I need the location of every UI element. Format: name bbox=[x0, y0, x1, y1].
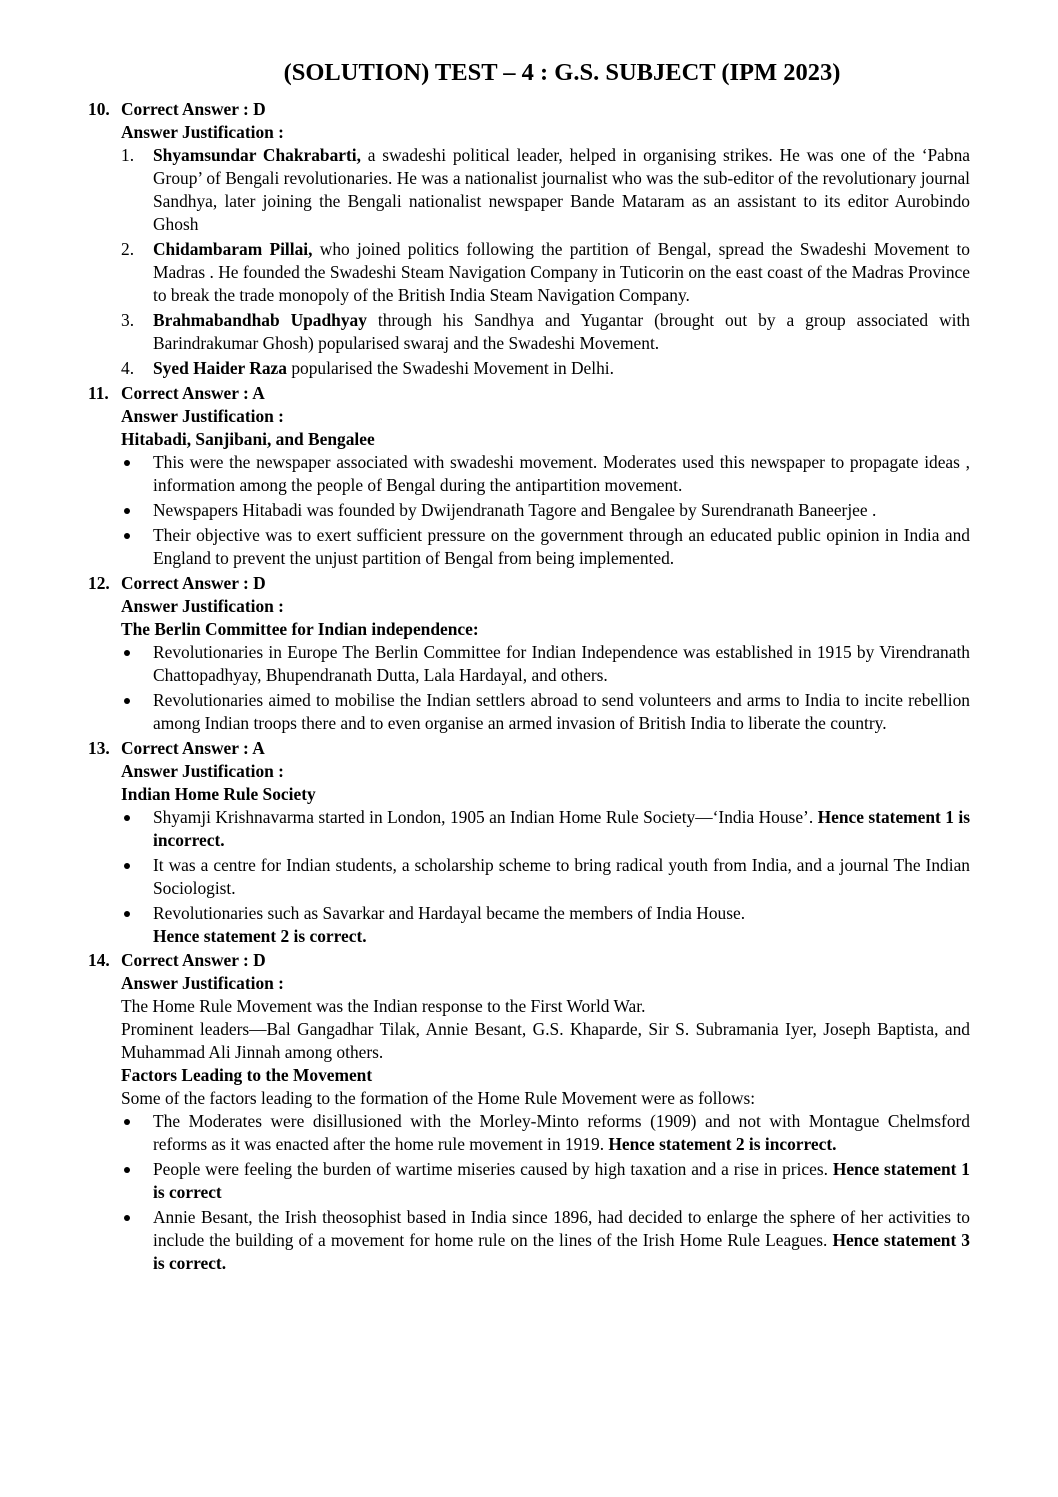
section-heading: The Berlin Committee for Indian independence: bbox=[121, 619, 479, 639]
answer-line bbox=[88, 572, 970, 595]
question-number: 10. bbox=[88, 99, 110, 119]
bullet-icon bbox=[121, 689, 153, 735]
answer-line bbox=[88, 949, 970, 972]
correct-answer: Correct Answer : D bbox=[121, 99, 266, 119]
bullet-icon bbox=[121, 1158, 153, 1204]
question-14 bbox=[88, 949, 970, 1275]
section-heading: Hitabadi, Sanjibani, and Bengalee bbox=[121, 429, 375, 449]
bullet-icon bbox=[121, 499, 153, 522]
correct-answer: Correct Answer : A bbox=[121, 738, 265, 758]
section-heading: Indian Home Rule Society bbox=[121, 784, 316, 804]
bullet-icon bbox=[121, 1110, 153, 1156]
bullet-icon bbox=[121, 1206, 153, 1275]
section-heading: Factors Leading to the Movement bbox=[121, 1065, 373, 1085]
bullet-list bbox=[121, 451, 970, 570]
list-item: Their objective was to exert sufficient pressure on the government through an educated public opinion in India and England to prevent the unjust partition of Bengal from being implemented. bbox=[121, 524, 970, 570]
numbered-list bbox=[121, 144, 970, 380]
paragraph: Prominent leaders—Bal Gangadhar Tilak, Annie Besant, G.S. Khaparde, Sir S. Subramania Iyer, Joseph Baptista, and Muhammad Ali Jinnah among others. bbox=[121, 1019, 970, 1062]
list-item: Annie Besant, the Irish theosophist based in India since 1896, had decided to enlarge the sphere of her activities to include the building of a movement for home rule on the lines of the Irish Home Rule Leagues. Hence statement 3 is correct. bbox=[121, 1206, 970, 1275]
question-number: 12. bbox=[88, 573, 110, 593]
bullet-icon bbox=[121, 806, 153, 852]
bullet-icon bbox=[121, 902, 153, 925]
bullet-icon bbox=[121, 854, 153, 900]
list-item: Shyamji Krishnavarma started in London, 1905 an Indian Home Rule Society—‘India House’. Hence statement 1 is incorrect. bbox=[121, 806, 970, 852]
page-title: (SOLUTION) TEST – 4 : G.S. SUBJECT (IPM 2023) bbox=[283, 59, 841, 86]
bullet-list bbox=[121, 641, 970, 735]
question-number: 13. bbox=[88, 738, 110, 758]
list-item: This were the newspaper associated with swadeshi movement. Moderates used this newspaper to propagate ideas , information among the people of Bengal during the antipartition movement. bbox=[121, 451, 970, 497]
justification-label: Answer Justification : bbox=[121, 596, 284, 616]
question-12 bbox=[88, 572, 970, 735]
bullet-list bbox=[121, 1110, 970, 1275]
answer-line bbox=[88, 382, 970, 405]
question-11 bbox=[88, 382, 970, 570]
list-item: Revolutionaries aimed to mobilise the Indian settlers abroad to send volunteers and arms to India to incite rebellion among Indian troops there and to even organise an armed invasion of British India to liberate the country. bbox=[121, 689, 970, 735]
list-item: Revolutionaries such as Savarkar and Hardayal became the members of India House. bbox=[121, 902, 970, 925]
correct-answer: Correct Answer : D bbox=[121, 950, 266, 970]
answer-line bbox=[88, 98, 970, 121]
paragraph: The Home Rule Movement was the Indian response to the First World War. bbox=[121, 996, 646, 1016]
question-number: 14. bbox=[88, 950, 110, 970]
correct-answer: Correct Answer : D bbox=[121, 573, 266, 593]
paragraph: Some of the factors leading to the formation of the Home Rule Movement were as follows: bbox=[121, 1088, 756, 1108]
list-item: Revolutionaries in Europe The Berlin Committee for Indian Independence was established in 1915 by Virendranath Chattopadhyay, Bhupendranath Dutta, Lala Hardayal, and others. bbox=[121, 641, 970, 687]
justification-label: Answer Justification : bbox=[121, 761, 284, 781]
list-item: The Moderates were disillusioned with the Morley-Minto reforms (1909) and not with Montague Chelmsford reforms as it was enacted after the home rule movement in 1919. Hence statement 2 is incorrect. bbox=[121, 1110, 970, 1156]
list-item: 3. Brahmabandhab Upadhyay through his Sandhya and Yugantar (brought out by a group associated with Barindrakumar Ghosh) popularised swaraj and the Swadeshi Movement. bbox=[121, 310, 970, 353]
list-item: People were feeling the burden of wartime miseries caused by high taxation and a rise in prices. Hence statement 1 is correct bbox=[121, 1158, 970, 1204]
answer-line bbox=[88, 737, 970, 760]
list-item: 1. Shyamsundar Chakrabarti, a swadeshi political leader, helped in organising strikes. He was one of the ‘Pabna Group’ of Bengali revolutionaries. He was a nationalist journalist who was the sub-editor of the revolutionary journal Sandhya, later joining the Bengali nationalist newspaper Bande Mataram as an assistant to its editor Aurobindo Ghosh bbox=[121, 145, 970, 234]
bullet-list bbox=[121, 806, 970, 925]
justification-label: Answer Justification : bbox=[121, 973, 284, 993]
correct-answer: Correct Answer : A bbox=[121, 383, 265, 403]
bullet-icon bbox=[121, 524, 153, 570]
justification-label: Answer Justification : bbox=[121, 406, 284, 426]
question-10 bbox=[88, 98, 970, 380]
question-13 bbox=[88, 737, 970, 948]
conclusion-text: Hence statement 2 is correct. bbox=[153, 926, 367, 946]
bullet-icon bbox=[121, 451, 153, 497]
bullet-icon bbox=[121, 641, 153, 687]
list-item: 2. Chidambaram Pillai, who joined politics following the partition of Bengal, spread the Swadeshi Movement to Madras . He founded the Swadeshi Steam Navigation Company in Tuticorin on the east coast of the Madras Province to break the trade monopoly of the British India Steam Navigation Company. bbox=[121, 239, 970, 305]
list-item: Newspapers Hitabadi was founded by Dwijendranath Tagore and Bengalee by Surendranath Baneerjee . bbox=[121, 499, 970, 522]
question-number: 11. bbox=[88, 383, 109, 403]
list-item: It was a centre for Indian students, a scholarship scheme to bring radical youth from India, and a journal The Indian Sociologist. bbox=[121, 854, 970, 900]
list-item: 4. Syed Haider Raza popularised the Swadeshi Movement in Delhi. bbox=[121, 358, 614, 378]
justification-label: Answer Justification : bbox=[121, 122, 284, 142]
